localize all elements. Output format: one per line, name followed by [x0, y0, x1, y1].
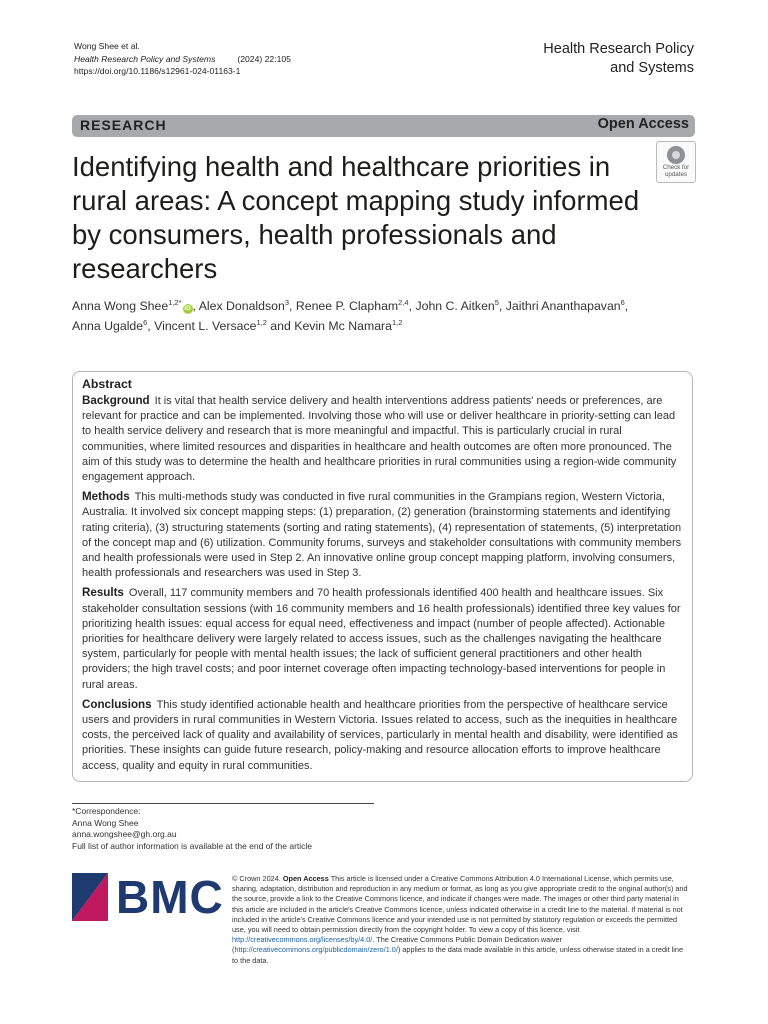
results-text: Overall, 117 community members and 70 health professionals identified 400 health and healthcare issues. Six stakeholder consultation sessions (with 16 community members and 16 health professionals) identified three key values for prioritizing health issues: equal access for equal need, effectiveness and impact (number of people affected). Actionable priorities for healthcare delivery were largely related to access issues, such as the challenges navigating the healthcare system, particularly for people with mental health issues; the lack of sufficient general practitioners and other health providers; the high travel costs; and poor internet coverage often impacting technology-based interventions for people in rural areas.: [82, 587, 681, 691]
abstract-box: [72, 371, 693, 782]
check-for-updates-badge[interactable]: [656, 141, 696, 183]
bmc-logo-wordmark: BMC: [116, 871, 224, 923]
bmc-logo-mark-icon: [72, 873, 108, 921]
citation-year-volume: (2024) 22:105: [237, 53, 291, 64]
results-heading: Results: [82, 586, 124, 600]
license-copyright: © Crown 2024.: [232, 874, 281, 883]
author-name[interactable]: John C. Aitken: [415, 299, 495, 313]
correspondence-block: [72, 806, 312, 852]
author-affiliation: 1,2: [391, 318, 403, 327]
journal-name-line1: Health Research Policy: [543, 41, 694, 57]
article-title: Identifying health and healthcare priorities in rural areas: A concept mapping study informed by consumers, health professionals and researchers: [72, 151, 640, 284]
check-updates-line1: Check for: [662, 164, 690, 171]
check-updates-line2: updates: [664, 170, 688, 178]
license-text-3: ) applies to the data made available in this article, unless otherwise stated in a credit line to the data.: [232, 945, 684, 965]
license-open-access: Open Access: [282, 874, 329, 883]
author-affiliation: 3: [284, 298, 289, 307]
author-info-note: Full list of author information is available at the end of the article: [72, 840, 313, 851]
article-type-banner: [72, 115, 695, 137]
author-affiliation: 1,2*: [168, 298, 182, 307]
author-affiliation: 6: [620, 298, 625, 307]
author-list: Anna Wong Shee$^{1,2*}$iD , Alex Donaldson$^3$, Renee P. Clapham$^{2,4}$, John C. Aitken$^5$, Jaithri Ananthapavan$^6$, Anna Ugalde$^6$, Vincent L. Versace$^{1,2}$ and Kevin Mc Namara$^{1,2}$: [72, 298, 629, 333]
abstract-heading: Abstract: [82, 377, 132, 391]
abstract-methods: [82, 489, 684, 581]
abstract-conclusions: [82, 697, 684, 774]
conclusions-heading: Conclusions: [82, 697, 152, 711]
license-notice: [232, 874, 688, 966]
author-name[interactable]: Renee P. Clapham: [295, 299, 399, 313]
orcid-icon[interactable]: iD: [184, 305, 191, 312]
citation-journal: Health Research Policy and Systems: [74, 53, 216, 64]
abstract-results: [82, 585, 684, 692]
journal-name-line2: and Systems: [610, 60, 694, 76]
license-text-1: This article is licensed under a Creative Commons Attribution 4.0 International License, which permits use, sharing, adaptation, distribution and reproduction in any medium or format, as long as you give appropriate credit to the original author(s) and the source, provide a link to the Creative Commons licence, and indicate if changes were made. The images or other third party material in this article are included in the article's Creative Commons licence, unless indicated otherwise in a credit line to the material. If material is not included in the article's Creative Commons licence and your intended use is not permitted by statutory regulation or exceeds the permitted use, you will need to obtain permission directly from the copyright holder. To view a copy of this licence, visit: [232, 874, 688, 935]
author-name[interactable]: Anna Wong Shee: [72, 299, 169, 313]
correspondence-name: Anna Wong Shee: [72, 817, 139, 828]
methods-text: This multi-methods study was conducted in five rural communities in the Grampians region, Western Victoria, Australia. It involved six concept mapping steps: (1) preparation, (2) generation (brainstorming statements and identifying rating criteria), (3) structuring statements (sorting and rating statements), (4) representation of statements, (5) interpretation of the concept map and (6) utilization. Community forums, surveys and stakeholder consultations with community members and health professionals were used in Step 2. An innovative online group concept mapping platform, involving consumers, health professionals and researchers was used in Step 3.: [82, 491, 682, 580]
article-citation: [74, 40, 291, 78]
background-text: It is vital that health service delivery and health interventions address patients' needs or preferences, are relevant for practice and can be implemented. Involving those who will use or deliver healthcare in priority-setting can lead to health service delivery and research that is more meaningful and impactful. This is particularly crucial in rural communities, where limited resources and disparities in healthcare and health outcomes are often more pronounced. The aim of this study was to determine the health and healthcare priorities in rural communities using a region-wide community engagement approach.: [82, 395, 677, 484]
author-affiliation: 1,2: [256, 318, 267, 327]
author-affiliation: 6: [143, 318, 148, 327]
citation-authors: Wong Shee: [74, 41, 122, 51]
abstract-background: [82, 393, 684, 485]
correspondence-label: *Correspondence:: [72, 806, 141, 816]
article-type-label: RESEARCH: [80, 117, 167, 133]
license-link-cc-by[interactable]: http://creativecommons.org/licenses/by/4.0/: [232, 935, 373, 945]
author-affiliation: 5: [494, 298, 499, 307]
journal-name: [474, 40, 694, 78]
conclusions-text: This study identified actionable health and healthcare priorities from the perspective of healthcare service users and providers in rural communities in Western Victoria. Issues related to access, such as the inequities in healthcare costs, the perceived lack of quality and availability of services, particularly in mental health and disability, were identified as priorities. These insights can guide future research, policy-making and resource allocation efforts to improve healthcare access, quality and equity in rural communities.: [82, 698, 678, 772]
background-heading: Background: [82, 394, 150, 407]
author-affiliation: 2,4: [398, 298, 409, 307]
check-updates-icon: [667, 146, 685, 164]
author-name[interactable]: Anna Ugalde: [72, 319, 144, 333]
author-name[interactable]: Kevin Mc Namara: [294, 319, 392, 333]
bmc-logo: [72, 871, 224, 923]
footnote-divider: [72, 803, 374, 804]
open-access-label: Open Access: [597, 116, 689, 132]
correspondence-email[interactable]: anna.wongshee@gh.org.au: [72, 829, 177, 839]
license-link-cc0[interactable]: http://creativecommons.org/publicdomain/zero/1.0/: [234, 945, 398, 955]
license-text-2: . The Creative Commons Public Domain Dedication waiver (: [232, 935, 562, 955]
citation-doi-link[interactable]: https://doi.org/10.1186/s12961-024-01163-1: [74, 66, 241, 76]
methods-heading: Methods: [82, 490, 130, 504]
author-name[interactable]: Vincent L. Versace: [154, 319, 257, 333]
author-name[interactable]: Jaithri Ananthapavan: [505, 299, 621, 313]
author-name[interactable]: Alex Donaldson: [198, 299, 285, 313]
citation-etal: et al.: [121, 41, 140, 51]
